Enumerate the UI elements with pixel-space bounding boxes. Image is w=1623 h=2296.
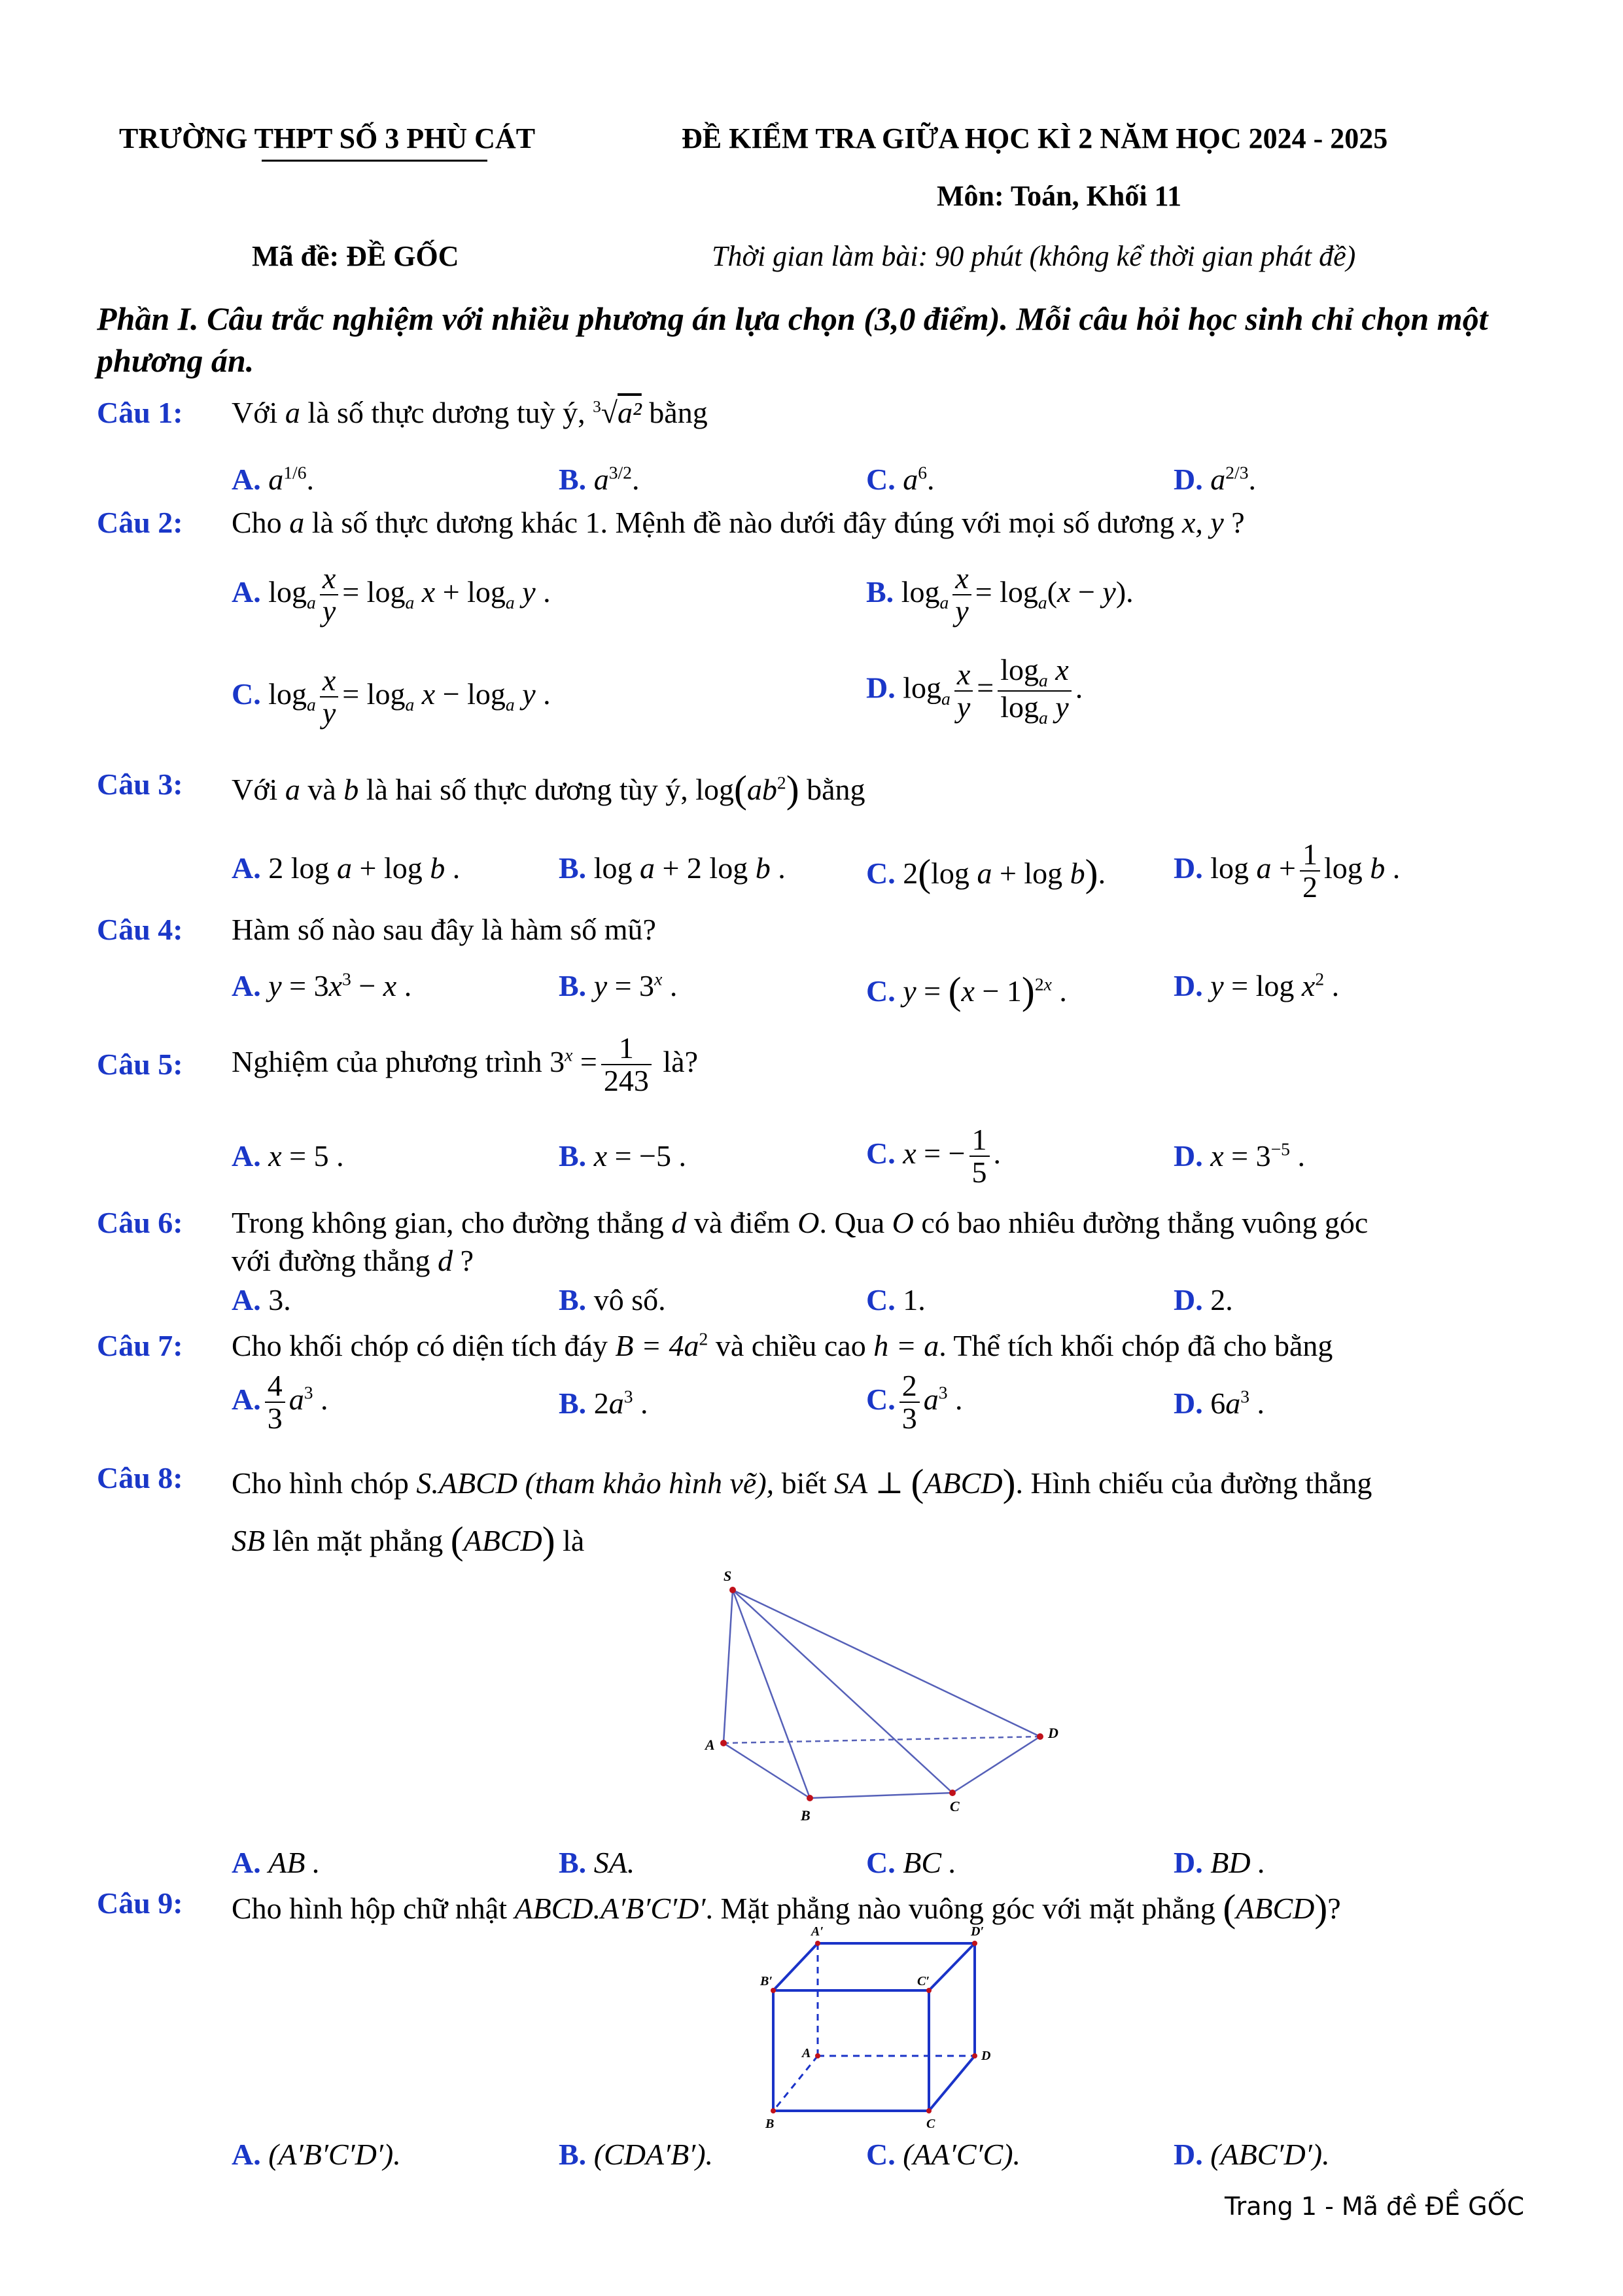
- q7-text: Cho khối chóp có diện tích đáy $B = 4a^2$ và chiều cao h = a. Thể tích khối chóp đã cho bằng: [232, 1328, 1333, 1362]
- q4-option-d: D. $y = \log x^2$ .: [1174, 968, 1340, 1002]
- label-D1: D′: [971, 1924, 985, 1939]
- q2-text: Cho a là số thực dương khác 1. Mệnh đề nào dưới đây đúng với mọi số dương x, y ?: [232, 506, 1245, 539]
- label-C: C: [926, 2117, 935, 2131]
- q9-option-c: C. (AA′C′C).: [866, 2138, 1021, 2171]
- q5-option-a: A. x = 5 .: [232, 1139, 344, 1173]
- label-B: B: [765, 2117, 775, 2131]
- q6-option-d: D. 2.: [1174, 1283, 1233, 1316]
- vertex-C1: [926, 1988, 932, 1993]
- label-C: C: [950, 1798, 960, 1814]
- page-footer: Trang 1 - Mã đề ĐỀ GỐC: [1225, 2192, 1525, 2221]
- q5-option-d: D. $x = 3^{-5}$ .: [1174, 1139, 1305, 1173]
- q7-option-a: A. $\frac{4}{3}$ $a^3$ .: [232, 1369, 328, 1436]
- edge-A1B1: [773, 1943, 818, 1990]
- pyramid-figure: [693, 1564, 1073, 1839]
- label-C1: C′: [917, 1974, 930, 1988]
- q6-label: Câu 6:: [97, 1206, 183, 1239]
- edge-D1C1: [929, 1943, 975, 1990]
- vertex-A: [720, 1740, 727, 1746]
- q6-option-c: C. 1.: [866, 1283, 926, 1316]
- q4-option-a: A. $y = 3x^3 - x$ .: [232, 968, 412, 1002]
- q5-option-c: C. x = − $\frac{1}{5}$ .: [866, 1123, 1002, 1190]
- subject-line: Môn: Toán, Khối 11: [937, 180, 1182, 212]
- q8-label: Câu 8:: [97, 1461, 183, 1494]
- q8-option-b: B. SA.: [559, 1846, 635, 1879]
- vertex-C: [949, 1790, 956, 1796]
- label-D: D: [1048, 1725, 1058, 1741]
- school-underline: [262, 160, 487, 162]
- q6-option-a: A. 3.: [232, 1283, 291, 1316]
- label-B1: B′: [760, 1974, 773, 1988]
- edge-AB-hidden: [773, 2056, 818, 2111]
- exam-code: Mã đề: ĐỀ GỐC: [252, 240, 459, 272]
- edge-AD-hidden: [724, 1737, 1040, 1743]
- q3-text: Với a và b là hai số thực dương tùy ý, $\log(ab^2)$ bằng: [232, 768, 865, 811]
- label-S: S: [724, 1568, 732, 1584]
- vertex-S: [729, 1587, 736, 1593]
- q8-option-a: A. AB .: [232, 1846, 321, 1879]
- q9-label: Câu 9:: [97, 1886, 183, 1920]
- q3-option-a: A. 2 log a + log b .: [232, 851, 461, 885]
- q1-option-a: A. $a^{1/6}$.: [232, 462, 314, 496]
- vertex-C: [926, 2108, 932, 2113]
- edge-SA: [724, 1590, 733, 1743]
- vertex-D: [1037, 1733, 1043, 1740]
- q1-label: Câu 1:: [97, 396, 183, 429]
- q7-label: Câu 7:: [97, 1329, 183, 1362]
- vertex-A1: [815, 1941, 820, 1946]
- vertex-D: [972, 2053, 977, 2058]
- exam-time: Thời gian làm bài: 90 phút (không kể thời gian phát đề): [712, 240, 1356, 272]
- q6-option-b: B. vô số.: [559, 1283, 666, 1316]
- q8-option-d: D. BD .: [1174, 1846, 1266, 1879]
- q9-text: Cho hình hộp chữ nhật ABCD.A′B′C′D′. Mặt phẳng nào vuông góc với mặt phẳng (ABCD)?: [232, 1886, 1341, 1930]
- q1-option-c: C. $a^6$.: [866, 462, 935, 496]
- q4-option-b: B. $y = 3^x$ .: [559, 968, 678, 1002]
- exam-title: ĐỀ KIỂM TRA GIỮA HỌC KÌ 2 NĂM HỌC 2024 - 2025: [682, 122, 1388, 154]
- school-name: TRƯỜNG THPT SỐ 3 PHÙ CÁT: [119, 122, 536, 154]
- q7-option-b: B. $2a^3$ .: [559, 1386, 648, 1420]
- box-figure: [752, 1917, 1014, 2146]
- q3-option-c: C. 2(log a + log b).: [866, 851, 1106, 894]
- label-A: A: [705, 1737, 715, 1753]
- q7-option-d: D. $6a^3$ .: [1174, 1386, 1265, 1420]
- q7-option-c: C. $\frac{2}{3}$ $a^3$ .: [866, 1369, 963, 1436]
- q4-option-c: C. $y = (x - 1)^{2x}$ .: [866, 969, 1067, 1012]
- q5-text: Nghiệm của phương trình $3^x$ = $\frac{1}{243}$ là?: [232, 1031, 698, 1098]
- label-B: B: [801, 1807, 811, 1824]
- q1-option-d: D. $a^{2/3}$.: [1174, 462, 1256, 496]
- q3-option-d: D. log a + $\frac{1}{2}$ log b .: [1174, 838, 1401, 904]
- vertex-A: [815, 2053, 820, 2058]
- q4-label: Câu 4:: [97, 913, 183, 946]
- section-title: Phần I. Câu trắc nghiệm với nhiều phương án lựa chọn (3,0 điểm). Mỗi câu hỏi học sinh chỉ chọn một phương án.: [97, 300, 1488, 379]
- q8-option-c: C. BC .: [866, 1846, 957, 1879]
- q2-option-d: D. $\log_a$ $\frac{x}{y}$ = $\frac{\log_a x}{\log_a y}$ .: [866, 653, 1083, 728]
- label-A1: A′: [811, 1924, 824, 1939]
- q8-text: Cho hình chóp S.ABCD (tham khảo hình vẽ), biết SA ⊥ (ABCD). Hình chiếu của đường thẳng: [232, 1461, 1372, 1504]
- vertex-B1: [771, 1988, 776, 1993]
- q5-label: Câu 5:: [97, 1048, 183, 1081]
- q4-text: Hàm số nào sau đây là hàm số mũ?: [232, 913, 656, 946]
- q1-text: Với a là số thực dương tuỳ ý, $^3$√a² bằng: [232, 396, 708, 429]
- edge-CD: [929, 2056, 975, 2111]
- label-A: A: [802, 2046, 811, 2060]
- vertex-B: [807, 1795, 813, 1801]
- edge-SC: [733, 1590, 952, 1793]
- vertex-B: [771, 2108, 776, 2113]
- q2-label: Câu 2:: [97, 506, 183, 539]
- q2-option-a: A. $\log_a$ $\frac{x}{y}$ = $\log_a x + \log_a y$ .: [232, 561, 551, 628]
- q2-option-c: C. $\log_a$ $\frac{x}{y}$ = $\log_a x - \log_a y$ .: [232, 663, 551, 730]
- edge-AB: [724, 1743, 810, 1798]
- vertex-D1: [972, 1941, 977, 1946]
- label-D: D: [981, 2049, 991, 2063]
- q9-option-b: B. (CDA′B′).: [559, 2138, 714, 2171]
- edge-BC: [810, 1793, 952, 1798]
- q5-option-b: B. x = −5 .: [559, 1139, 686, 1173]
- q3-option-b: B. log a + 2 log b .: [559, 851, 786, 885]
- q8-text-line2: SB lên mặt phẳng (ABCD) là: [232, 1519, 585, 1562]
- q6-text: Trong không gian, cho đường thẳng d và điểm O. Qua O có bao nhiêu đường thẳng vuông góc: [232, 1206, 1369, 1239]
- edge-CD: [952, 1737, 1040, 1793]
- q9-option-d: D. (ABC′D′).: [1174, 2138, 1330, 2171]
- q1-option-b: B. $a^{3/2}$.: [559, 462, 640, 496]
- q9-option-a: A. (A′B′C′D′).: [232, 2138, 401, 2171]
- q2-option-b: B. $\log_a$ $\frac{x}{y}$ = $\log_a(x - y)$.: [866, 561, 1134, 628]
- front-face: [773, 1990, 929, 2111]
- q3-label: Câu 3:: [97, 768, 183, 801]
- q6-text-line2: với đường thẳng d ?: [232, 1244, 474, 1277]
